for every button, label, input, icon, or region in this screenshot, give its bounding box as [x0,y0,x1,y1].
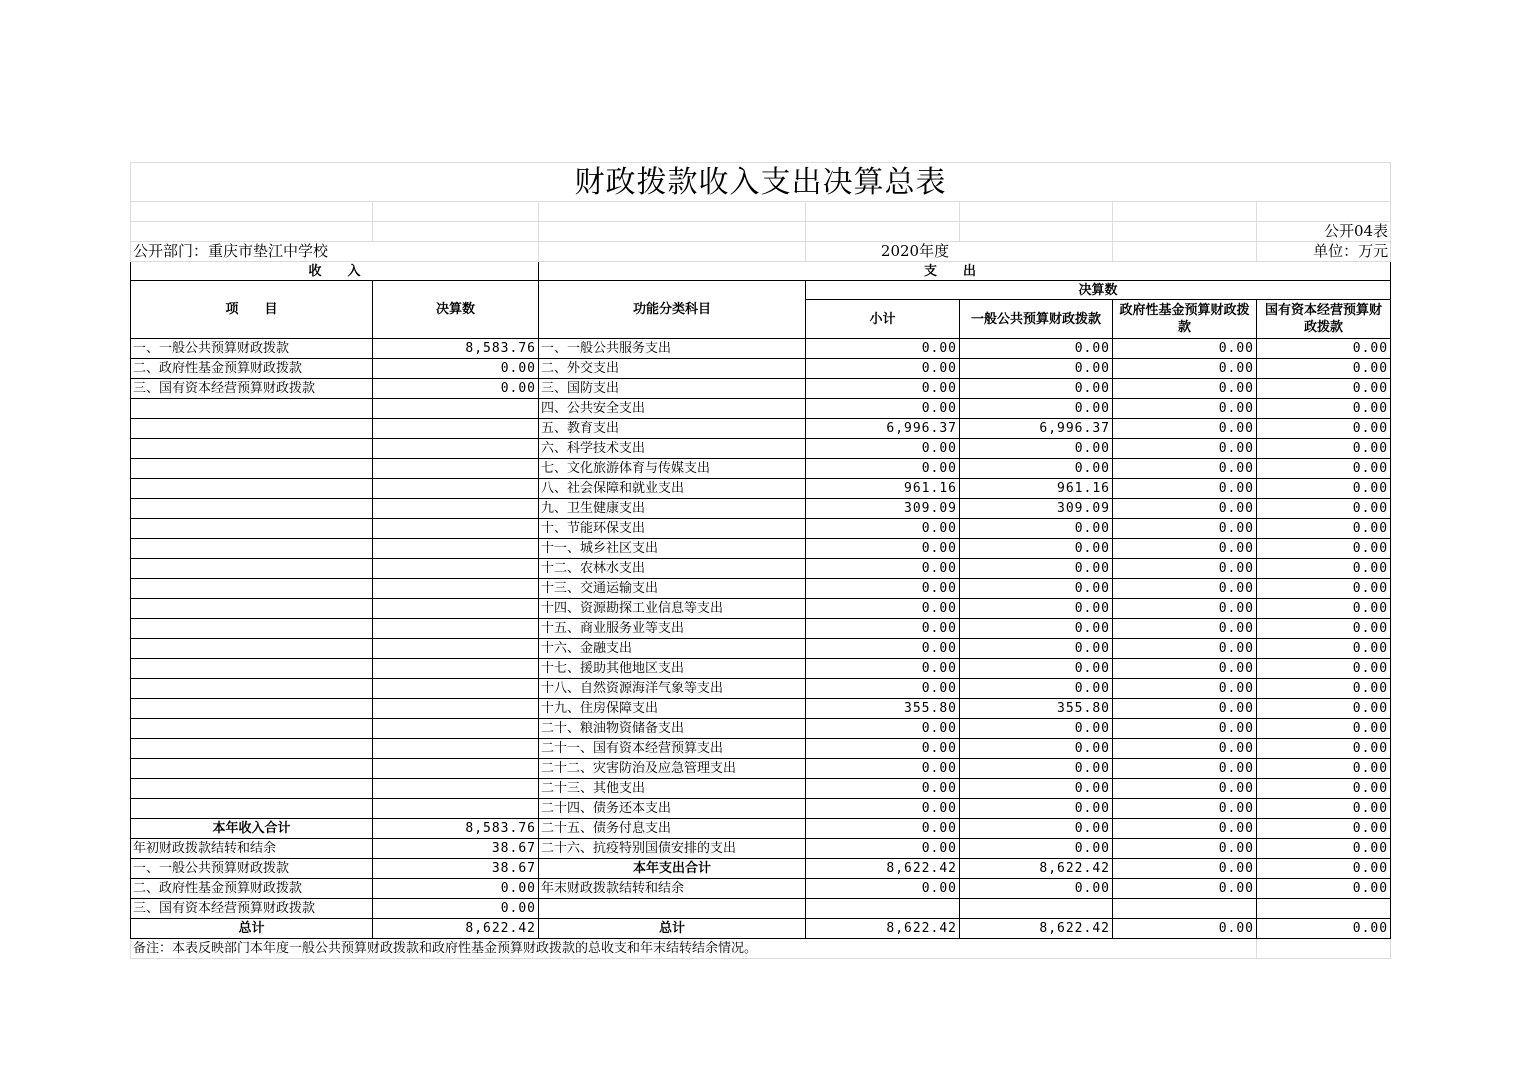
state-capital-cell: 0.00 [1257,779,1391,799]
function-category-cell: 六、科学技术支出 [539,439,806,459]
income-item-cell [131,399,373,419]
subtotal-cell: 0.00 [806,539,960,559]
state-capital-cell: 0.00 [1257,679,1391,699]
table-row [131,799,1391,819]
function-category-cell: 本年支出合计 [539,859,806,879]
state-capital-cell: 0.00 [1257,499,1391,519]
function-category-cell: 三、国防支出 [539,379,806,399]
function-category-cell: 十七、援助其他地区支出 [539,659,806,679]
income-amount-cell [373,459,539,479]
income-amount-cell: 0.00 [373,359,539,379]
general-budget-cell: 0.00 [960,539,1113,559]
state-capital-cell: 0.00 [1257,639,1391,659]
income-header: 收 入 [131,262,539,281]
subtotal-cell: 0.00 [806,839,960,859]
subtotal-cell: 0.00 [806,619,960,639]
table-row [131,839,1391,859]
table-row [131,499,1391,519]
table-row [131,459,1391,479]
subtotal-cell: 0.00 [806,799,960,819]
subtotal-cell: 0.00 [806,759,960,779]
unit-label: 单位：万元 [1257,242,1391,262]
table-row [131,699,1391,719]
function-category-cell: 十五、商业服务业等支出 [539,619,806,639]
table-row [131,639,1391,659]
income-amount-cell [373,679,539,699]
gov-fund-cell: 0.00 [1113,399,1257,419]
expense-header: 支 出 [539,262,1391,281]
general-budget-cell [960,899,1113,919]
gov-fund-cell: 0.00 [1113,699,1257,719]
subtotal-cell: 0.00 [806,599,960,619]
state-capital-cell: 0.00 [1257,699,1391,719]
income-item-cell [131,759,373,779]
department-label: 公开部门：重庆市垫江中学校 [131,242,539,262]
state-capital-cell: 0.00 [1257,599,1391,619]
gov-fund-cell: 0.00 [1113,379,1257,399]
income-item-cell [131,599,373,619]
table-row [131,759,1391,779]
subtotal-header: 小计 [806,300,960,339]
table-row [131,719,1391,739]
function-category-cell: 十三、交通运输支出 [539,579,806,599]
fiscal-year: 2020年度 [806,242,1113,262]
gov-fund-cell: 0.00 [1113,479,1257,499]
general-budget-cell: 0.00 [960,339,1113,359]
table-row [131,379,1391,399]
gov-fund-cell: 0.00 [1113,419,1257,439]
income-item-cell: 一、一般公共预算财政拨款 [131,339,373,359]
income-item-cell [131,779,373,799]
function-category-cell: 八、社会保障和就业支出 [539,479,806,499]
general-budget-cell: 0.00 [960,459,1113,479]
income-item-cell [131,459,373,479]
income-amount-cell [373,759,539,779]
income-item-cell [131,619,373,639]
general-budget-cell: 0.00 [960,759,1113,779]
income-item-cell [131,739,373,759]
table-number: 公开04表 [1257,222,1391,242]
income-item-cell: 二、政府性基金预算财政拨款 [131,879,373,899]
function-category-cell: 二、外交支出 [539,359,806,379]
gov-fund-cell: 0.00 [1113,439,1257,459]
gov-fund-cell: 0.00 [1113,779,1257,799]
function-category-cell: 十八、自然资源海洋气象等支出 [539,679,806,699]
state-capital-cell: 0.00 [1257,459,1391,479]
state-capital-cell: 0.00 [1257,719,1391,739]
general-budget-cell: 0.00 [960,599,1113,619]
table-row [131,539,1391,559]
general-budget-cell: 0.00 [960,439,1113,459]
income-item-cell [131,699,373,719]
function-category-cell: 九、卫生健康支出 [539,499,806,519]
table-row [131,579,1391,599]
state-capital-cell: 0.00 [1257,519,1391,539]
table-row [131,559,1391,579]
subtotal-cell: 8,622.42 [806,919,960,939]
income-amount-cell [373,419,539,439]
income-item-cell [131,479,373,499]
subtotal-cell: 0.00 [806,639,960,659]
income-amount-cell [373,719,539,739]
gov-fund-cell: 0.00 [1113,839,1257,859]
gov-fund-cell: 0.00 [1113,539,1257,559]
general-budget-cell: 0.00 [960,579,1113,599]
general-budget-cell: 0.00 [960,659,1113,679]
subtotal-cell: 0.00 [806,439,960,459]
function-category-cell: 年末财政拨款结转和结余 [539,879,806,899]
income-item-cell: 一、一般公共预算财政拨款 [131,859,373,879]
function-category-cell: 二十五、债务付息支出 [539,819,806,839]
state-capital-cell: 0.00 [1257,739,1391,759]
table-row [131,819,1391,839]
general-budget-cell: 0.00 [960,359,1113,379]
subtotal-cell: 0.00 [806,659,960,679]
gov-fund-cell: 0.00 [1113,719,1257,739]
income-amount-cell [373,519,539,539]
state-capital-cell: 0.00 [1257,859,1391,879]
income-amount-cell: 8,583.76 [373,819,539,839]
income-amount-cell: 38.67 [373,859,539,879]
subtotal-cell: 0.00 [806,779,960,799]
gov-fund-cell: 0.00 [1113,799,1257,819]
table-row [131,679,1391,699]
income-amount-cell: 0.00 [373,879,539,899]
income-item-cell [131,559,373,579]
function-category-cell: 十六、金融支出 [539,639,806,659]
table-row [131,659,1391,679]
income-item-cell [131,539,373,559]
general-budget-cell: 6,996.37 [960,419,1113,439]
state-capital-cell: 0.00 [1257,379,1391,399]
income-item-cell [131,439,373,459]
state-capital-cell: 0.00 [1257,359,1391,379]
gov-fund-cell: 0.00 [1113,659,1257,679]
subtotal-cell: 961.16 [806,479,960,499]
gov-fund-cell: 0.00 [1113,819,1257,839]
subtotal-cell: 0.00 [806,459,960,479]
final-amount-header: 决算数 [806,281,1391,300]
table-note: 备注：本表反映部门本年度一般公共预算财政拨款和政府性基金预算财政拨款的总收支和年末结转结余情况。 [131,939,1257,959]
general-budget-cell: 961.16 [960,479,1113,499]
table-row [131,519,1391,539]
subtotal-cell: 0.00 [806,579,960,599]
general-budget-cell: 0.00 [960,839,1113,859]
subtotal-cell: 355.80 [806,699,960,719]
gov-fund-cell: 0.00 [1113,599,1257,619]
gov-fund-cell: 0.00 [1113,879,1257,899]
subtotal-cell: 8,622.42 [806,859,960,879]
state-capital-cell: 0.00 [1257,839,1391,859]
general-budget-cell: 0.00 [960,399,1113,419]
table-row [131,919,1391,939]
table-row [131,599,1391,619]
state-capital-cell: 0.00 [1257,539,1391,559]
function-category-cell: 二十一、国有资本经营预算支出 [539,739,806,759]
table-row [131,479,1391,499]
income-amount-cell [373,579,539,599]
table-row [131,339,1391,359]
subtotal-cell: 6,996.37 [806,419,960,439]
state-capital-cell: 0.00 [1257,479,1391,499]
general-budget-header: 一般公共预算财政拨款 [960,300,1113,339]
table-row [131,399,1391,419]
income-amount-cell [373,439,539,459]
function-category-cell: 一、一般公共服务支出 [539,339,806,359]
income-amount-cell: 38.67 [373,839,539,859]
state-capital-cell: 0.00 [1257,659,1391,679]
table-row [131,899,1391,919]
income-amount-cell [373,699,539,719]
function-category-cell: 十四、资源勘探工业信息等支出 [539,599,806,619]
income-item-cell [131,499,373,519]
income-item-cell: 总计 [131,919,373,939]
gov-fund-cell: 0.00 [1113,759,1257,779]
income-item-cell: 三、国有资本经营预算财政拨款 [131,899,373,919]
gov-fund-cell: 0.00 [1113,619,1257,639]
income-amount-cell [373,479,539,499]
gov-fund-cell: 0.00 [1113,459,1257,479]
income-item-cell [131,639,373,659]
income-amount-cell: 8,583.76 [373,339,539,359]
income-amount-cell [373,739,539,759]
general-budget-cell: 0.00 [960,779,1113,799]
income-amount-cell: 0.00 [373,899,539,919]
general-budget-cell: 0.00 [960,639,1113,659]
table-row [131,439,1391,459]
table-row [131,619,1391,639]
general-budget-cell: 0.00 [960,619,1113,639]
item-header: 项 目 [131,281,373,339]
state-capital-cell: 0.00 [1257,339,1391,359]
subtotal-cell: 0.00 [806,559,960,579]
state-capital-cell: 0.00 [1257,419,1391,439]
income-item-cell: 二、政府性基金预算财政拨款 [131,359,373,379]
subtotal-cell: 0.00 [806,519,960,539]
income-item-cell [131,659,373,679]
general-budget-cell: 0.00 [960,519,1113,539]
general-budget-cell: 0.00 [960,379,1113,399]
subtotal-cell [806,899,960,919]
income-amount-cell [373,619,539,639]
income-item-cell [131,419,373,439]
function-category-cell: 二十四、债务还本支出 [539,799,806,819]
general-budget-cell: 8,622.42 [960,859,1113,879]
state-capital-cell: 0.00 [1257,819,1391,839]
general-budget-cell: 0.00 [960,819,1113,839]
income-item-cell [131,519,373,539]
income-amount-cell [373,559,539,579]
income-amount-cell [373,639,539,659]
subtotal-cell: 0.00 [806,719,960,739]
function-category-cell: 二十二、灾害防治及应急管理支出 [539,759,806,779]
income-item-cell [131,799,373,819]
state-capital-cell: 0.00 [1257,879,1391,899]
gov-fund-cell: 0.00 [1113,359,1257,379]
subtotal-cell: 0.00 [806,819,960,839]
function-category-cell: 二十六、抗疫特别国债安排的支出 [539,839,806,859]
income-amount-cell [373,799,539,819]
gov-fund-cell: 0.00 [1113,919,1257,939]
function-category-cell: 七、文化旅游体育与传媒支出 [539,459,806,479]
subtotal-cell: 0.00 [806,739,960,759]
subtotal-cell: 309.09 [806,499,960,519]
gov-fund-cell: 0.00 [1113,639,1257,659]
general-budget-cell: 0.00 [960,679,1113,699]
income-amount-cell: 8,622.42 [373,919,539,939]
state-capital-cell: 0.00 [1257,619,1391,639]
function-category-cell: 十九、住房保障支出 [539,699,806,719]
final-accounts-table [130,162,1391,959]
general-budget-cell: 0.00 [960,559,1113,579]
subtotal-cell: 0.00 [806,399,960,419]
state-capital-cell: 0.00 [1257,579,1391,599]
function-category-cell: 四、公共安全支出 [539,399,806,419]
table-row [131,739,1391,759]
income-amount-cell [373,499,539,519]
gov-fund-header: 政府性基金预算财政拨款 [1113,300,1257,339]
table-row [131,859,1391,879]
amount-header: 决算数 [373,281,539,339]
state-capital-header: 国有资本经营预算财政拨款 [1257,300,1391,339]
income-item-cell: 本年收入合计 [131,819,373,839]
income-amount-cell [373,399,539,419]
general-budget-cell: 309.09 [960,499,1113,519]
function-category-cell: 二十、粮油物资储备支出 [539,719,806,739]
table-row [131,419,1391,439]
income-item-cell [131,679,373,699]
general-budget-cell: 355.80 [960,699,1113,719]
state-capital-cell: 0.00 [1257,799,1391,819]
income-amount-cell [373,539,539,559]
function-category-cell [539,899,806,919]
function-category-cell: 十一、城乡社区支出 [539,539,806,559]
subtotal-cell: 0.00 [806,679,960,699]
page-title: 财政拨款收入支出决算总表 [131,163,1391,202]
function-category-cell: 二十三、其他支出 [539,779,806,799]
income-item-cell [131,719,373,739]
gov-fund-cell: 0.00 [1113,559,1257,579]
gov-fund-cell: 0.00 [1113,679,1257,699]
income-item-cell: 三、国有资本经营预算财政拨款 [131,379,373,399]
gov-fund-cell: 0.00 [1113,859,1257,879]
gov-fund-cell: 0.00 [1113,739,1257,759]
table-row [131,359,1391,379]
income-item-cell: 年初财政拨款结转和结余 [131,839,373,859]
gov-fund-cell: 0.00 [1113,579,1257,599]
state-capital-cell: 0.00 [1257,399,1391,419]
state-capital-cell [1257,899,1391,919]
state-capital-cell: 0.00 [1257,559,1391,579]
subtotal-cell: 0.00 [806,339,960,359]
general-budget-cell: 0.00 [960,739,1113,759]
gov-fund-cell [1113,899,1257,919]
income-amount-cell: 0.00 [373,379,539,399]
gov-fund-cell: 0.00 [1113,339,1257,359]
general-budget-cell: 0.00 [960,719,1113,739]
subtotal-cell: 0.00 [806,359,960,379]
general-budget-cell: 0.00 [960,799,1113,819]
state-capital-cell: 0.00 [1257,919,1391,939]
income-amount-cell [373,599,539,619]
subtotal-cell: 0.00 [806,879,960,899]
function-category-cell: 总计 [539,919,806,939]
subtotal-cell: 0.00 [806,379,960,399]
income-amount-cell [373,659,539,679]
function-category-cell: 五、教育支出 [539,419,806,439]
gov-fund-cell: 0.00 [1113,499,1257,519]
table-row [131,879,1391,899]
state-capital-cell: 0.00 [1257,759,1391,779]
general-budget-cell: 8,622.42 [960,919,1113,939]
function-category-cell: 十二、农林水支出 [539,559,806,579]
income-item-cell [131,579,373,599]
general-budget-cell: 0.00 [960,879,1113,899]
table-row [131,779,1391,799]
function-category-header: 功能分类科目 [539,281,806,339]
state-capital-cell: 0.00 [1257,439,1391,459]
function-category-cell: 十、节能环保支出 [539,519,806,539]
gov-fund-cell: 0.00 [1113,519,1257,539]
income-amount-cell [373,779,539,799]
